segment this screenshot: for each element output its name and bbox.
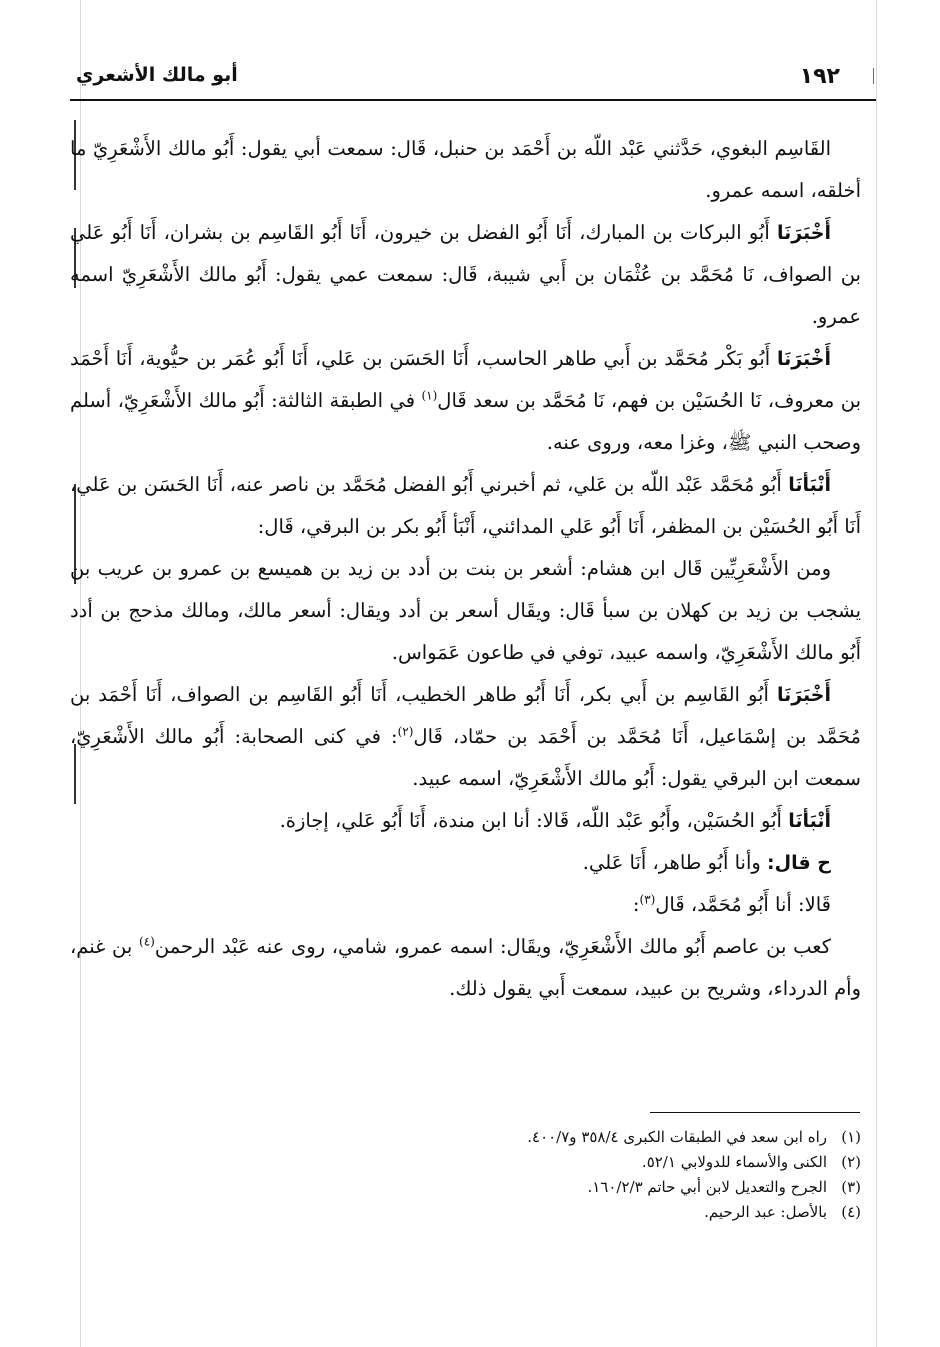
footnote-ref[interactable]: (٤) — [139, 934, 155, 949]
footnote: (٤)بالأصل: عبد الرحيم. — [70, 1200, 861, 1225]
lead-word: أَنْبَأنَا — [788, 474, 831, 496]
paragraph: أَنْبَأنَا أَبُو الحُسَيْن، وأَبُو عَبْد اللّه، قَالا: أنا ابن مندة، أَنَا أَبُو عَلي، إجازة. — [279, 809, 831, 832]
header-rule — [70, 99, 876, 101]
lead-word: أَخْبَرَنَا — [776, 222, 831, 244]
footnote-rule — [650, 1112, 860, 1113]
footnote-number: (١) — [841, 1128, 861, 1146]
page-number: ١٩٢ — [799, 64, 840, 89]
paragraph: ح قال: وأنا أَبُو طاهر، أَنَا عَلي. — [582, 851, 831, 874]
running-title: أبو مالك الأشعري — [76, 64, 238, 86]
paragraph: كعب بن عاصم أَبُو مالك الأَشْعَرِيّ، ويقَال: اسمه عمرو، شامي، روى عنه عَبْد الرحمن$^{(٤)}$ بن غنم، وأم الدرداء، وشريح بن عبيد، سمعت أَبي يقول ذلك. — [70, 934, 861, 1000]
footnote: (٢)الكنى والأسماء للدولابي ٥٢/١. — [70, 1150, 861, 1175]
paragraph: ومن الأَشْعَرِيِّين قَال ابن هشام: أشعر بن بنت بن أدد بن زيد بن هميسع بن عمرو بن عريب بن يشجب بن زيد بن كهلان بن سبأ قَال: ويقَال أسعر بن أدد ويقال: أسعر مالك، ومالك مذحج بن أدد أَبُو مالك الأَشْعَرِيّ، واسمه عبيد، توفي في طاعون عَمَواس. — [70, 557, 861, 664]
lead-word: أَخْبَرَنَا — [776, 684, 832, 706]
header-separator — [873, 68, 874, 84]
paragraph: أَنْبَأنَا أَبُو مُحَمَّد عَبْد اللّه بن عَلي، ثم أخبرني أَبُو الفضل مُحَمَّد بن ناصر عنه، أَنَا الحَسَن بن عَلي، أَنَا أَبُو الحُسَيْن بن المظفر، أَنَا أَبُو عَلي المدائني، أَنْبَأ أَبُو بكر بن البرقي، قَال: — [70, 473, 861, 538]
footnote-number: (٢) — [841, 1153, 861, 1171]
paragraph: قَالا: أنا أَبُو مُحَمَّد، قَال$^{(٣)}$: — [632, 892, 831, 916]
footnote: (١)راه ابن سعد في الطبقات الكبرى ٣٥٨/٤ و٤٠٠/٧. — [70, 1125, 861, 1150]
page-header — [70, 62, 876, 96]
footnote: (٣)الجرح والتعديل لابن أبي حاتم ١٦٠/٢/٣. — [70, 1175, 861, 1200]
footnote-number: (٤) — [841, 1203, 861, 1221]
lead-word: أَخْبَرَنَا — [776, 348, 831, 370]
paragraph: أَخْبَرَنَا أَبُو بَكْر مُحَمَّد بن أَبي طاهر الحاسب، أَنَا الحَسَن بن عَلي، أَنَا أَبُو عُمَر بن حيُّوية، أَنَا أَحْمَد بن معروف، نَا الحُسَيْن بن فهم، نَا مُحَمَّد بن سعد قَال$^{(١)}$ في الطبقة الثالثة: أَبُو مالك الأَشْعَرِيّ، أسلم وصحب النبي ﷺ، وغزا معه، وروى عنه. — [70, 347, 861, 454]
footnote-ref[interactable]: (٣) — [639, 892, 656, 907]
right-scan-edge — [876, 0, 877, 1347]
lead-word: ح قال: — [767, 852, 831, 874]
footnotes — [70, 1125, 861, 1225]
footnote-ref[interactable]: (١) — [421, 388, 438, 403]
body-text — [70, 128, 861, 1010]
footnote-ref[interactable]: (٢) — [397, 724, 414, 739]
footnote-number: (٣) — [841, 1178, 861, 1196]
lead-word: أَنْبَأنَا — [788, 810, 831, 832]
paragraph: القَاسِم البغوي، حَدَّثني عَبْد اللّه بن أَحْمَد بن حنبل، قَال: سمعت أبي يقول: أَبُو مالك الأَشْعَرِيّ ما أخلقه، اسمه عمرو. — [70, 137, 861, 202]
paragraph: أَخْبَرَنَا أَبُو القَاسِم بن أَبي بكر، أَنَا أَبُو طاهر الخطيب، أَنَا أَبُو القَاسِم بن الصواف، أَنَا أَحْمَد بن مُحَمَّد بن إسْمَاعيل، أَنَا مُحَمَّد بن أَحْمَد بن حمّاد، قَال$^{(٢)}$: في كنى الصحابة: أَبُو مالك الأَشْعَرِيّ، سمعت ابن البرقي يقول: أَبُو مالك الأَشْعَرِيّ، اسمه عبيد. — [70, 683, 861, 790]
paragraph: أَخْبَرَنَا أَبُو البركات بن المبارك، أَنَا أَبُو الفضل بن خيرون، أَنَا أَبُو القَاسِم بن بشران، أَنَا أَبُو عَلي بن الصواف، نَا مُحَمَّد بن عُثْمَان بن أَبي شيبة، قَال: سمعت عمي يقول: أَبُو مالك الأَشْعَرِيّ اسمه عمرو. — [70, 221, 861, 328]
